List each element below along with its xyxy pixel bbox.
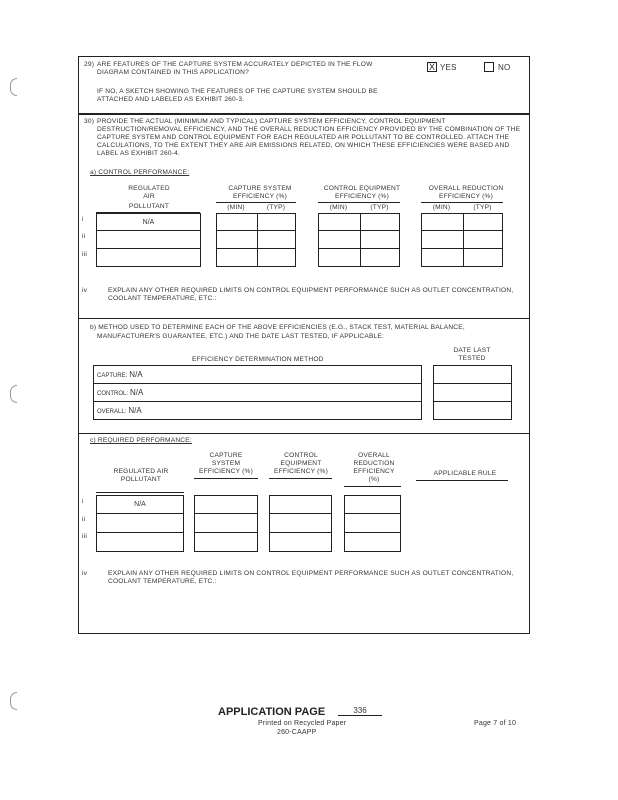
q30-instructions: PROVIDE THE ACTUAL (MINIMUM AND TYPICAL) CAPTURE SYSTEM EFFICIENCY, CONTROL EQUIPMENT DESTRUCTION/REMOVAL EFFICIENCY, AND THE OVERALL REDUCTION EFFICIENCY PROVIDED BY THE COMBINATION OF THE CAPTURE SYSTEM AND CONTROL EQUIPMENT FOR EACH REGULATED AIR POLLUTANT TO BE CONTROLLED. ATTACH THE CALCULATIONS, TO THE EXTENT THEY ARE AIR EMISSIONS RELATED, ON WHICH THESE EFFICIENCIES WERE BASED AND LABEL AS EXHIBIT 260-4. [97, 118, 521, 157]
c-iv-text-line2: COOLANT TEMPERATURE, ETC.: [108, 578, 217, 585]
a-header-control-line1: CONTROL EQUIPMENT [323, 185, 401, 192]
punch-hole-middle [10, 385, 17, 403]
a-iv-number: iv [82, 287, 88, 294]
c-header-control-line3: EFFICIENCY (%) [274, 468, 328, 475]
a-control-cell[interactable] [361, 214, 400, 231]
punch-hole-bottom [10, 692, 17, 710]
yes-checkbox[interactable] [427, 62, 437, 72]
c-capture-table [194, 495, 258, 552]
method-value: N/A [129, 370, 143, 379]
checkbox-x-mark: X [429, 62, 436, 72]
c-header-pollutant-line2: POLLUTANT [120, 476, 162, 483]
date-cell[interactable] [434, 384, 512, 402]
c-pollutant-table [96, 495, 184, 552]
b-question-line1: b) METHOD USED TO DETERMINE EACH OF THE ABOVE EFFICIENCIES (E.G., STACK TEST, MATERIAL BALANCE, [90, 324, 465, 331]
a-capture-min: (MIN) [227, 204, 245, 211]
method-row-capture[interactable] [94, 366, 422, 384]
a-iv-text-line1: EXPLAIN ANY OTHER REQUIRED LIMITS ON CONTROL EQUIPMENT PERFORMANCE SUCH AS OUTLET CONCENTRATION, [108, 287, 514, 294]
c-control-cell[interactable] [270, 496, 332, 514]
a-overall-cell[interactable] [422, 249, 464, 267]
c-control-table [269, 495, 332, 552]
a-overall-underline [421, 202, 503, 203]
a-capture-cell[interactable] [258, 231, 296, 249]
form-id: 260-CAAPP [277, 729, 317, 736]
b-date-header-line2: TESTED [458, 355, 486, 362]
a-pollutant-table [96, 213, 201, 267]
c-row-label-ii: ii [82, 516, 86, 523]
method-label: CAPTURE: [97, 373, 128, 379]
c-header-overall-line1: OVERALL [358, 452, 390, 459]
a-capture-cell[interactable] [258, 214, 296, 231]
a-header-overall-line2: EFFICIENCY (%) [439, 193, 493, 200]
a-overall-cell[interactable] [422, 214, 464, 231]
a-capture-underline [216, 202, 296, 203]
q29-sketch-note-line2: ATTACHED AND LABELED AS EXHIBIT 260-3. [97, 96, 245, 103]
a-control-cell[interactable] [319, 214, 361, 231]
c-header-pollutant-line1: REGULATED AIR [113, 468, 169, 475]
c-iv-text-line1: EXPLAIN ANY OTHER REQUIRED LIMITS ON CONTROL EQUIPMENT PERFORMANCE SUCH AS OUTLET CONCENTRATION, [108, 570, 514, 577]
a-capture-cell[interactable] [217, 214, 258, 231]
a-pollutant-value: N/A [142, 218, 155, 226]
a-overall-typ: (TYP) [473, 204, 492, 211]
b-date-header-line1: DATE LAST [453, 347, 491, 354]
c-control-cell[interactable] [270, 514, 332, 533]
method-row-control[interactable] [94, 384, 422, 402]
a-overall-min: (MIN) [432, 204, 451, 211]
a-header-control-line2: EFFICIENCY (%) [335, 193, 389, 200]
application-page-number: 336 [338, 706, 382, 716]
a-header-overall-line1: OVERALL REDUCTION [428, 185, 504, 192]
a-overall-cell[interactable] [464, 214, 503, 231]
recycled-paper-note: Printed on Recycled Paper [258, 720, 347, 727]
c-capture-underline [194, 478, 258, 479]
a-capture-cell[interactable] [258, 249, 296, 267]
c-row-label-iii: iii [82, 533, 87, 540]
c-pollutant-cell[interactable] [97, 514, 184, 533]
a-control-cell[interactable] [319, 249, 361, 267]
q29-question-line1: ARE FEATURES OF THE CAPTURE SYSTEM ACCURATELY DEPICTED IN THE FLOW [97, 61, 373, 68]
c-overall-cell[interactable] [345, 496, 401, 514]
b-date-table [433, 365, 512, 420]
method-label: OVERALL: [97, 409, 127, 415]
c-header-capture-line2: SYSTEM [211, 460, 241, 467]
a-capture-cell[interactable] [217, 249, 258, 267]
a-capture-table [216, 213, 296, 267]
a-overall-cell[interactable] [422, 231, 464, 249]
a-control-typ: (TYP) [370, 204, 389, 211]
date-cell[interactable] [434, 402, 512, 420]
yes-label: YES [440, 63, 457, 72]
a-header-pollutant-line2: AIR [143, 193, 155, 200]
a-overall-table [421, 213, 503, 267]
c-capture-cell[interactable] [195, 496, 258, 514]
a-capture-cell[interactable] [217, 231, 258, 249]
c-row-label-i: i [82, 498, 84, 505]
no-label: NO [498, 63, 511, 72]
b-question-line2: MANUFACTURER'S GUARANTEE, ETC.) AND THE DATE LAST TESTED, IF APPLICABLE: [97, 333, 385, 340]
method-label: CONTROL: [97, 391, 129, 397]
a-control-cell[interactable] [319, 231, 361, 249]
a-row-label-ii: ii [82, 233, 86, 240]
q29-sketch-note-line1: IF NO, A SKETCH SHOWING THE FEATURES OF THE CAPTURE SYSTEM SHOULD BE [97, 88, 378, 95]
date-cell[interactable] [434, 366, 512, 384]
q29-question-line2: DIAGRAM CONTAINED IN THIS APPLICATION? [97, 69, 249, 76]
divider-b-c [78, 433, 530, 434]
a-header-pollutant-line3: POLLUTANT [128, 203, 170, 210]
control-performance-title: a) CONTROL PERFORMANCE: [90, 169, 190, 176]
a-iv-text-line2: COOLANT TEMPERATURE, ETC.: [108, 295, 217, 302]
c-header-overall-line2: REDUCTION [353, 460, 395, 467]
a-header-capture-line1: CAPTURE SYSTEM [228, 185, 292, 192]
a-header-pollutant-line1: REGULATED [128, 185, 170, 192]
no-checkbox[interactable] [484, 62, 494, 72]
a-control-underline [318, 202, 400, 203]
q29-number: 29) [84, 61, 95, 68]
c-pollutant-cell[interactable] [97, 533, 184, 552]
c-header-control-line1: CONTROL [284, 452, 318, 459]
a-capture-typ: (TYP) [266, 204, 286, 211]
method-row-overall[interactable] [94, 402, 422, 420]
a-row-label-i: i [82, 216, 84, 223]
c-capture-cell[interactable] [195, 514, 258, 533]
c-capture-cell[interactable] [195, 533, 258, 552]
c-overall-cell[interactable] [345, 514, 401, 533]
application-page-label: APPLICATION PAGE [218, 706, 326, 718]
c-header-overall-line3: EFFICIENCY [353, 468, 395, 475]
c-header-capture-line1: CAPTURE [209, 452, 243, 459]
a-control-cell[interactable] [361, 249, 400, 267]
a-control-min: (MIN) [329, 204, 348, 211]
c-header-rule: APPLICABLE RULE [433, 470, 497, 477]
c-iv-number: iv [82, 570, 88, 577]
a-control-cell[interactable] [361, 231, 400, 249]
a-row-label-iii: iii [82, 251, 87, 258]
q30-number: 30) [84, 118, 95, 125]
divider-a-b [78, 318, 530, 319]
required-performance-title: c) REQUIRED PERFORMANCE: [90, 437, 192, 444]
b-method-table [93, 365, 422, 420]
c-pollutant-cell[interactable] [97, 496, 184, 514]
a-header-capture-line2: EFFICIENCY (%) [233, 193, 287, 200]
method-value: N/A [129, 388, 144, 397]
a-pollutant-cell[interactable] [97, 231, 201, 249]
c-control-cell[interactable] [270, 533, 332, 552]
page-of-count: Page 7 of 10 [474, 720, 517, 727]
c-header-overall-line4: (%) [368, 476, 380, 483]
c-pollutant-underline [96, 492, 184, 493]
a-pollutant-cell[interactable] [97, 214, 201, 231]
a-pollutant-cell[interactable] [97, 249, 201, 267]
c-header-capture-line3: EFFICIENCY (%) [199, 468, 253, 475]
c-control-underline [269, 478, 332, 479]
c-header-control-line2: EQUIPMENT [280, 460, 322, 467]
method-value: N/A [128, 406, 142, 415]
c-overall-underline [344, 486, 401, 487]
c-overall-cell[interactable] [345, 533, 401, 552]
a-overall-cell[interactable] [464, 249, 503, 267]
c-pollutant-value: N/A [134, 501, 146, 508]
c-overall-table [344, 495, 401, 552]
a-control-table [318, 213, 400, 267]
b-method-header: EFFICIENCY DETERMINATION METHOD [192, 356, 324, 363]
a-overall-cell[interactable] [464, 231, 503, 249]
punch-hole-top [10, 78, 17, 96]
c-rule-underline [416, 480, 508, 481]
